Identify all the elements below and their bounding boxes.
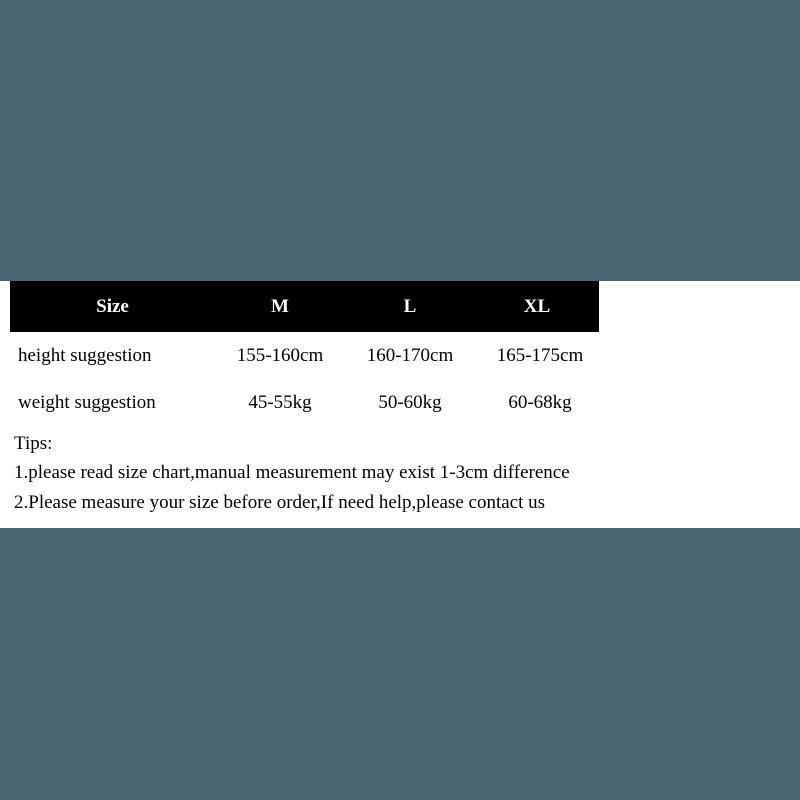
cell-height-m: 155-160cm	[236, 345, 324, 366]
column-header-l: L	[403, 296, 417, 317]
row-label-height-suggestion: height suggestion	[18, 345, 152, 366]
cell-height-xl: 165-175cm	[496, 345, 584, 366]
tips-title: Tips:	[14, 433, 53, 454]
row-label-weight-suggestion: weight suggestion	[18, 392, 156, 413]
table-header-row	[10, 281, 599, 332]
column-header-size: Size	[96, 296, 129, 317]
column-header-xl: XL	[523, 296, 551, 317]
cell-weight-l: 50-60kg	[378, 392, 442, 413]
column-header-m: M	[271, 296, 289, 317]
cell-height-l: 160-170cm	[366, 345, 454, 366]
tips-line-2: 2.Please measure your size before order,If need help,please contact us	[14, 492, 546, 513]
table-row	[10, 379, 610, 426]
table-row	[10, 332, 610, 379]
cell-weight-m: 45-55kg	[248, 392, 312, 413]
tips-line-1: 1.please read size chart,manual measurement may exist 1-3cm difference	[14, 462, 570, 483]
tips-section	[14, 429, 794, 518]
size-chart-panel	[0, 281, 800, 528]
cell-weight-xl: 60-68kg	[508, 392, 572, 413]
